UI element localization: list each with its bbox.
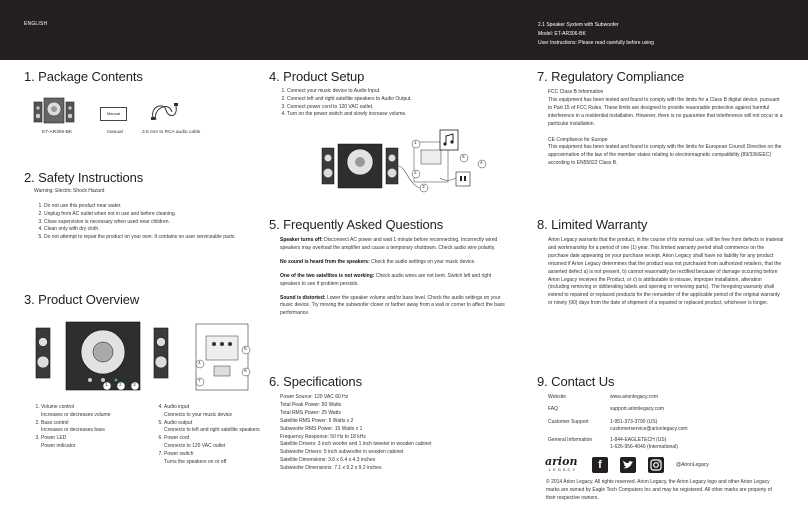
setup-steps bbox=[275, 88, 527, 119]
regulatory-title: 7. Regulatory Compliance bbox=[537, 69, 685, 84]
header-bar bbox=[0, 0, 808, 60]
list-item: 5. Audio output Connects to left and right satellite speakers bbox=[164, 420, 289, 436]
package-title: 1. Package Contents bbox=[24, 69, 143, 84]
product-name: 2.1 Speaker System with Subwoofer bbox=[538, 22, 619, 28]
spec-line: Subwoofer Drivers: 5 inch subwoofer in wooden cabinet bbox=[280, 449, 404, 456]
arion-legacy-logo: arion LEGACY bbox=[545, 455, 578, 472]
copyright-text: © 2014 Arion Legacy. All rights reserved. Arion Legacy, the Arion Legacy logo and other Arion Legacy marks are owned by Eagle Tech Computers Inc and may be registered. All other marks are property of their respective owners. bbox=[546, 479, 772, 501]
camera-glyph bbox=[648, 457, 664, 473]
list-item: 2. Connect left and right satellite speakers to Audio Output. bbox=[287, 96, 527, 104]
overview-callout-5: 5 bbox=[244, 347, 247, 352]
spec-line: Satellite RMS Power: 5 Watts x 2 bbox=[280, 417, 354, 424]
faq-link[interactable]: support.arionlegacy.com bbox=[610, 406, 665, 412]
list-item: 4. Turn on the power switch and slowly increase volume. bbox=[287, 111, 527, 119]
ce-text: This equipment has been tested and found to comply with the limits for European Council Directive on the approximation of the law of the member states relating to electromagnetic compatibility (89/336/EEC) according to EN55022 Class B. bbox=[548, 144, 782, 167]
manual-illustration: Manual bbox=[100, 107, 127, 121]
list-item: 1. Do not use this product near water. bbox=[44, 203, 264, 211]
general-phone-us: 1-844-EAGLETECH (US) bbox=[610, 437, 667, 443]
fcc-text: This equipment has been tested and found to comply with the limits for a Class B digital device, pursuant to Part 15 of FCC Rules. These limits are designed to provide reasonable protection against harmful interference in a residential installation. However, there is no guarantee that interference will not occur in a particular installation. bbox=[548, 96, 783, 127]
audio-cable-illustration bbox=[150, 100, 180, 122]
safety-title: 2. Safety Instructions bbox=[24, 170, 144, 185]
faq-item: No sound is heard from the speakers: Check the audio settings on your music device. bbox=[280, 258, 476, 265]
list-item: 5. Do not attempt to repair the product on your own. It contains no user serviceable parts. bbox=[44, 234, 264, 242]
setup-title: 4. Product Setup bbox=[269, 69, 365, 84]
spec-line: Frequency Response: 50 Hz to 18 kHz bbox=[280, 433, 366, 440]
faq-item: Sound is distorted: Lower the speaker volume and/or bass level. Check the audio settings on your music device. Try moving the subwoofer closer or farther away from a wall or corner to affect the bass performance. bbox=[280, 294, 505, 317]
setup-callout-5: 5 bbox=[462, 155, 465, 160]
general-phone-intl: 1-626-956-4040 (International) bbox=[610, 444, 678, 450]
specs-title: 6. Specifications bbox=[269, 374, 362, 389]
spec-line: Subwoofer RMS Power: 15 Watts x 1 bbox=[280, 425, 363, 432]
overview-callout-6: 6 bbox=[244, 369, 247, 374]
setup-callout-3: 3 bbox=[422, 185, 425, 190]
spec-line: Total RMS Power: 25 Watts bbox=[280, 409, 341, 416]
setup-callout-2: 2 bbox=[414, 171, 417, 176]
ce-heading: CE Compliance for Europe bbox=[548, 136, 608, 143]
overview-callout-3: 3 bbox=[133, 383, 136, 388]
package-item-manual: manual bbox=[107, 130, 123, 135]
list-item: 2. Bass control Increases or decreases bass bbox=[41, 420, 151, 436]
overview-title: 3. Product Overview bbox=[24, 292, 140, 307]
instructions-note: User Instructions: Please read carefully before using bbox=[538, 40, 654, 46]
contact-title: 9. Contact Us bbox=[537, 374, 615, 389]
faq-item: Speaker turns off: Disconnect AC power and wait 1 minute before reconnecting. Incorrectly wired speakers may overload the amplifier and cause a temporary shutdown. Check audio wire polarity. bbox=[280, 237, 498, 251]
regulatory-body bbox=[548, 89, 784, 168]
faq-list bbox=[280, 237, 512, 318]
product-overview-illustration bbox=[36, 322, 256, 402]
spec-line: Subwoofer Dimensions: 7.1 x 9.2 x 9.2 inches bbox=[280, 465, 382, 472]
social-handle: @ArionLegacy bbox=[676, 462, 709, 468]
spec-line: Total Peak Power: 50 Watts bbox=[280, 401, 342, 408]
safety-warning: Warning: Electric Shock Hazard bbox=[34, 188, 105, 194]
package-item-cable: 3.5 mm to RCA audio cable bbox=[142, 130, 201, 135]
list-item: 4. Clean only with dry cloth. bbox=[44, 226, 264, 234]
list-item: 3. Connect power cord to 120 VAC outlet. bbox=[287, 104, 527, 112]
list-item: 4. Audio input Connects to your music device bbox=[164, 404, 289, 420]
setup-callout-1: 1 bbox=[414, 141, 417, 146]
language-label: ENGLISH bbox=[24, 21, 48, 27]
support-phone: 1-951-373-3790 (US) bbox=[610, 419, 658, 425]
overview-callout-4: 4 bbox=[198, 361, 201, 366]
list-item: 1. Volume control Increases or decreases volume bbox=[41, 404, 151, 420]
list-item: 3. Power LED Power indicator bbox=[41, 435, 151, 451]
overview-list-right bbox=[152, 404, 289, 466]
spec-line: Satellite Dimensions: 3.6 x 6.4 x 4.3 inches bbox=[280, 457, 376, 464]
header-info bbox=[538, 21, 654, 48]
list-item: 3. Close supervision is necessary when used near children. bbox=[44, 219, 264, 227]
safety-list bbox=[32, 203, 264, 242]
overview-callout-7: 7 bbox=[198, 379, 201, 384]
list-item: 2. Unplug from AC outlet when not in use and before cleaning. bbox=[44, 211, 264, 219]
speaker-system-illustration bbox=[34, 98, 74, 124]
list-item: 7. Power switch Turns the speakers on or off bbox=[164, 451, 289, 467]
fcc-heading: FCC Class B Information bbox=[548, 89, 604, 95]
faq-title: 5. Frequently Asked Questions bbox=[269, 217, 444, 232]
support-email[interactable]: customerservice@arionlegacy.com bbox=[610, 426, 688, 432]
specs-list bbox=[280, 394, 512, 473]
overview-callout-1: 1 bbox=[105, 383, 108, 388]
faq-item: One of the two satellites is not working: Check audio wires are not bent. Switch left and right speakers to see if problem persists. bbox=[280, 272, 492, 287]
spec-line: Power Source: 120 VAC 60 Hz bbox=[280, 394, 349, 400]
warranty-title: 8. Limited Warranty bbox=[537, 217, 648, 232]
facebook-icon[interactable]: f bbox=[592, 457, 608, 473]
bird-glyph bbox=[620, 457, 636, 473]
package-item-speaker: ET-AR306-BK bbox=[42, 130, 73, 135]
instagram-icon[interactable] bbox=[648, 457, 664, 473]
list-item: 1. Connect your music device to Audio Input. bbox=[287, 88, 527, 96]
setup-callout-4: 4 bbox=[480, 161, 483, 166]
spec-line: Satellite Drivers: 3 inch woofer and 1 inch tweeter in wooden cabinet bbox=[280, 441, 432, 448]
model-number: Model: ET-AR306-BK bbox=[538, 31, 586, 37]
overview-list-left bbox=[29, 404, 151, 451]
twitter-icon[interactable] bbox=[620, 457, 636, 473]
warranty-text: Arion Legacy warrants that the product, in the course of its normal use, will be free from defects in material and workmanship for a period of one (1) year. This limited warranty period shall commence on the purchase date appearing on your purchase receipt. Arion Legacy shall have no liability for any product returned if Arion Legacy determines that the product was not purchased from authorized retailers, that the asserted defect a) is not present, b) cannot reasonably be rectified because of damage occurring before Arion Legacy receives the Product, or c) is attributable to misuse, improper installation, alteration (including removing or obliterating labels and opening or removing parts). The foregoing warranty shall extend to repaired or replaced products for the remainder of the applicable period of the original warranty or ninety (90) days from the date of shipment of a repaired or replaced product, whichever is longer. bbox=[548, 237, 784, 307]
setup-illustration bbox=[322, 128, 492, 196]
overview-callout-2: 2 bbox=[119, 383, 122, 388]
list-item: 6. Power cord Connects to 120 VAC outlet bbox=[164, 435, 289, 451]
website-link[interactable]: www.arionlegacy.com bbox=[610, 394, 658, 400]
